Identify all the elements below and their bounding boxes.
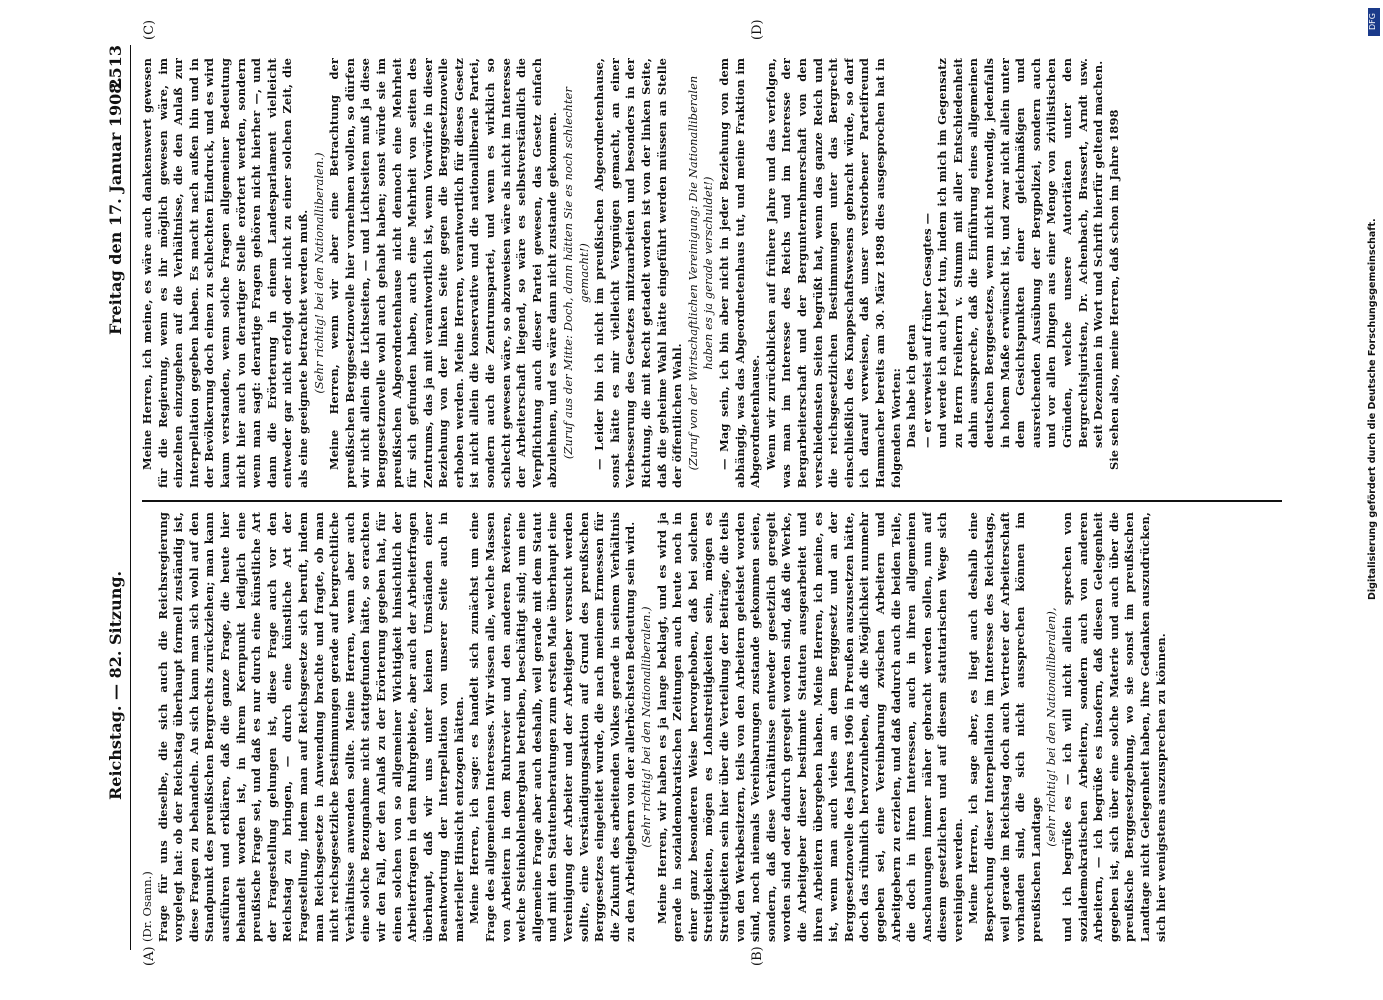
speaker-label: (Dr. Osann.): [140, 871, 154, 942]
margin-marker-a: (A): [142, 946, 157, 966]
column-divider: [142, 501, 1282, 503]
paragraph: Sie sehen also, meine Herren, daß schon im Jahre 1898: [1106, 109, 1121, 470]
paragraph: Wenn wir zurückblicken auf frühere Jahre und das verfolgen, was man im Interesse des Reichs und im Interesse der Bergarbeiterschaft und der Bergunternehmerschaft von den verschiedensten Seiten begrüßt hat, wenn das ganze Reich und die reichsgesetzlichen Bestimmungen unter das Bergrecht einschließlich des Knappschaftswesens gebracht würde, so darf ich darauf verweisen, daß unser verstorbener Parteifreund Hammacher bereits am 30. März 1898 dies ausgesprochen hat in folgenden Worten:: [763, 58, 903, 488]
interjection: (Zuruf von der Wirtschaftlichen Vereinigung: Die Nationalliberalen haben es ja gerade verschuldet!): [685, 75, 716, 471]
session-date: Freitag den 17. Januar 1908.: [106, 77, 125, 335]
scanned-page: [50, 0, 1350, 1000]
paragraph: Das habe ich getan: [904, 324, 919, 448]
session-title: Reichstag. — 82. Sitzung.: [106, 570, 125, 800]
interjection: (Sehr richtig! bei den Nationalliberalen.): [311, 152, 326, 394]
interjection: (sehr richtig! bei den Nationalliberalen),: [1044, 607, 1059, 847]
paragraph: — Mag sein, ich bin aber nicht in jeder Beziehung von dem abhängig, was das Abgeordnetenhaus tut, und meine Fraktion im Abgeordnetenhause.: [716, 58, 763, 488]
interjection: (Zuruf aus der Mitte: Doch, dann hätten Sie es noch schlechter gemacht!): [561, 86, 591, 460]
paragraph: und ich begrüße es — ich will nicht allein sprechen von sozialdemokratischen Arbeitern, sondern auch von anderen Arbeitern, — ich begrüße es insofern, daß diesen Gelegenheit gegeben ist, sich über eine solche Materie und auch über die preußische Berggesetzgebung, wo sie sonst im preußischen Landtage nicht Gelegenheit haben, ihre Gedanken auszudrücken, sich hier wenigstens auszusprechen zu können.: [1060, 512, 1168, 942]
left-text-column: [140, 512, 1290, 942]
paragraph: Meine Herren, ich sage aber, es liegt auch deshalb eine Besprechung dieser Interpellation im Interesse des Reichstags, weil gerade im Reichstag doch auch Vertreter der Arbeiterschaft vorhanden sind, die sich nicht aussprechen können im preußischen Landtage: [966, 512, 1043, 942]
paragraph: Meine Herren, ich meine, es wäre auch dankenswert gewesen für die Regierung, wenn es ihr möglich gewesen wäre, im einzelnen einzugehen auf die Verhältnisse, die den Anlaß zur Interpellation gegeben haben. Es macht nach außen hin und in der Bevölkerung doch einen zu schlechten Eindruck, und es wird kaum verstanden, wenn solche Fragen allgemeiner Bedeutung nicht hier auch von derartiger Stelle erörtert werden, sondern wenn man sagt: derartige Fragen gehören nicht hierher —, und dann die Erörterung in einem Landesparlament vielleicht entweder gar nicht erfolgt oder nicht zu einer solchen Zeit, die als eine geeignete betrachtet werden muß.: [140, 58, 310, 488]
paragraph: Meine Herren, wir haben es ja lange beklagt, und es wird ja gerade in sozialdemokratischen Zeitungen auch heute noch in einer ganz besonderen Weise hervorgehoben, daß bei solchen Streitigkeiten, mögen es Lohnstreitigkeiten sein, mögen es Streitigkeiten sein hier über die Verteilung der Beiträge, die teils von den Werkbesitzern, teils von den Arbeitern geleistet worden sind, noch niemals Vereinbarungen zustande gekommen seien, sondern, daß diese Verhältnisse entweder gesetzlich geregelt worden sind oder dadurch geregelt worden sind, daß die Werke, die Arbeitgeber dieser bestimmte Statuten ausgearbeitet und ihren Arbeitern übergeben haben. Meine Herren, ich meine, es ist, wenn man auch vieles an dem Berggesetz und an der Berggesetznovelle des Jahres 1906 in Preußen auszusetzen hätte, doch das rühmlich hervorzuheben, daß die Möglichkeit nunmehr gegeben sei, eine Vereinbarung zwischen Arbeitern und Arbeitgebern zu erzielen, und daß dadurch auch die beiden Teile, die doch in ihren Interessen, auch in ihren allgemeinen Anschauungen immer näher gebracht werden sollen, nun auf diesem gesetzlichen und auf diesem statutarischen Wege sich vereinigen werden.: [654, 512, 965, 942]
paragraph: und werde ich auch jetzt tun, indem ich mich im Gegensatz zu Herrn Freiherrn v. Stumm mit aller Entschiedenheit dahin ausspreche, daß die Einführung eines allgemeinen deutschen Berggesetzes, wenn nicht notwendig, jedenfalls in hohem Maße erwünscht ist, und zwar nicht allein unter dem Gesichtspunkten einer gleichmäßigen und ausreichenden Ausübung der Bergpolizei, sondern auch und vor allen Dingen aus einer Menge von zivilistischen Gründen, welche unsere Autoritäten unter den Bergrechtsjuristen, Dr. Achenbach, Brassert, Arndt usw. seit Dezennien in Wort und Schrift hierfür geltend machen.: [935, 58, 1106, 448]
interjection: (Sehr richtig! bei den Nationalliberalen.): [639, 606, 653, 848]
right-text-column: [140, 58, 1290, 488]
paragraph: — er verweist auf früher Gesagtes —: [919, 212, 934, 448]
paragraph: — Leider bin ich nicht im preußischen Abgeordnetenhause, sonst hätte es mir vielleicht Vergnügen gemacht, an einer Verbesserung des Gesetzes mitzuarbeiten und besonders in der Richtung, die mit Recht getadelt worden ist von der linken Seite, daß die geheime Wahl hätte eingeführt werden müssen an Stelle der öffentlichen Wahl.: [592, 58, 685, 488]
dfg-logo: DFG: [1368, 8, 1380, 36]
margin-marker-b: (B): [750, 946, 765, 966]
running-head: [100, 45, 131, 950]
margin-marker-c: (C): [142, 19, 157, 40]
page-number: 2513: [106, 45, 125, 90]
paragraph: Meine Herren, ich sage: es handelt sich zunächst um eine Frage des allgemeinen Interesses. Wir wissen alle, welche Massen von Arbeitern in dem Ruhrrevier und den anderen Revieren, welche Steinkohlenbergbau betreiben, beschäftigt sind; um eine allgemeine Frage aber auch deshalb, weil gerade mit dem Statut und mit den Statutenberatungen zum ersten Male überhaupt eine Vereinigung der Arbeiter und der Arbeitgeber versucht werden sollte, eine Verständigungsaktion auf Grund des preußischen Berggesetzes eingeleitet wurde, die nach meinem Ermessen für die Zukunft des arbeitenden Volkes gerade in seinem Verhältnis zu den Arbeitgebern von der allerhöchsten Bedeutung sein wird.: [467, 512, 638, 942]
margin-marker-d: (D): [750, 19, 765, 40]
paragraph: Meine Herren, wenn wir aber eine Betrachtung der preußischen Berggesetznovelle hier vornehmen wollen, so dürfen wir nicht allein die Lichtseiten, — und Lichtseiten muß ja diese Berggesetznovelle wohl auch gehabt haben; sonst würde sie im preußischen Abgeordnetenhause nicht dennoch eine Mehrheit für sich gefunden haben, auch eine Mehrheit von seiten des Zentrums, das ja mit verantwortlich ist, wenn Vorwürfe in dieser Beziehung von der linken Seite gegen die Berggesetznovelle erhoben werden. Meine Herren, verantwortlich für dieses Gesetz ist nicht allein die konservative und die nationalliberale Partei, sondern auch die Zentrumspartei, und wenn es wirklich so schlecht gewesen wäre, so abzuweisen wäre als nicht im Interesse der Arbeiterschaft liegend, so wäre es selbstverständlich die Verpflichtung auch dieser Partei gewesen, das Gesetz einfach abzulehnen, und es wäre dann nicht zustande gekommen.: [327, 58, 560, 488]
digitization-credit: Digitalisierung gefördert durch die Deutsche Forschungsgemeinschaft.: [1367, 218, 1378, 600]
paragraph: Frage für uns dieselbe, die sich auch die Reichsregierung vorgelegt hat: ob der Reichstag überhaupt formell zuständig ist, diese Fragen zu behandeln. An sich kann man sich wohl auf den Standpunkt des preußischen Bergrechts zurückziehen; man kann ausführen und erklären, daß die ganze Frage, die heute hier behandelt worden ist, in ihrem Kernpunkt lediglich eine preußische Frage sei, und daß es nur durch eine künstliche Art der Fragestellung gelungen ist, diese Frage auch vor den Reichstag zu bringen, — durch eine künstliche Art der Fragestellung, indem man auf Reichsgesetze sich beruft, indem man Reichsgesetze in Anwendung brachte und fragte, ob man nicht reichsgesetzliche Bestimmungen gerade auf bergrechtliche Verhältnisse anwenden sollte. Meine Herren, wenn aber auch eine solche Bezugnahme nicht stattgefunden hätte, so erachten wir den Fall, der den Anlaß zu der Erörterung gegeben hat, für einen solchen von so allgemeiner Wichtigkeit hinsichtlich der Arbeiterfragen in dem Ruhrgebiete, aber auch der Arbeiterfragen überhaupt, daß wir uns unter keinen Umständen einer Beantwortung der Interpellation von unserer Seite auch in materieller Hinsicht entzogen hätten.: [155, 512, 466, 942]
